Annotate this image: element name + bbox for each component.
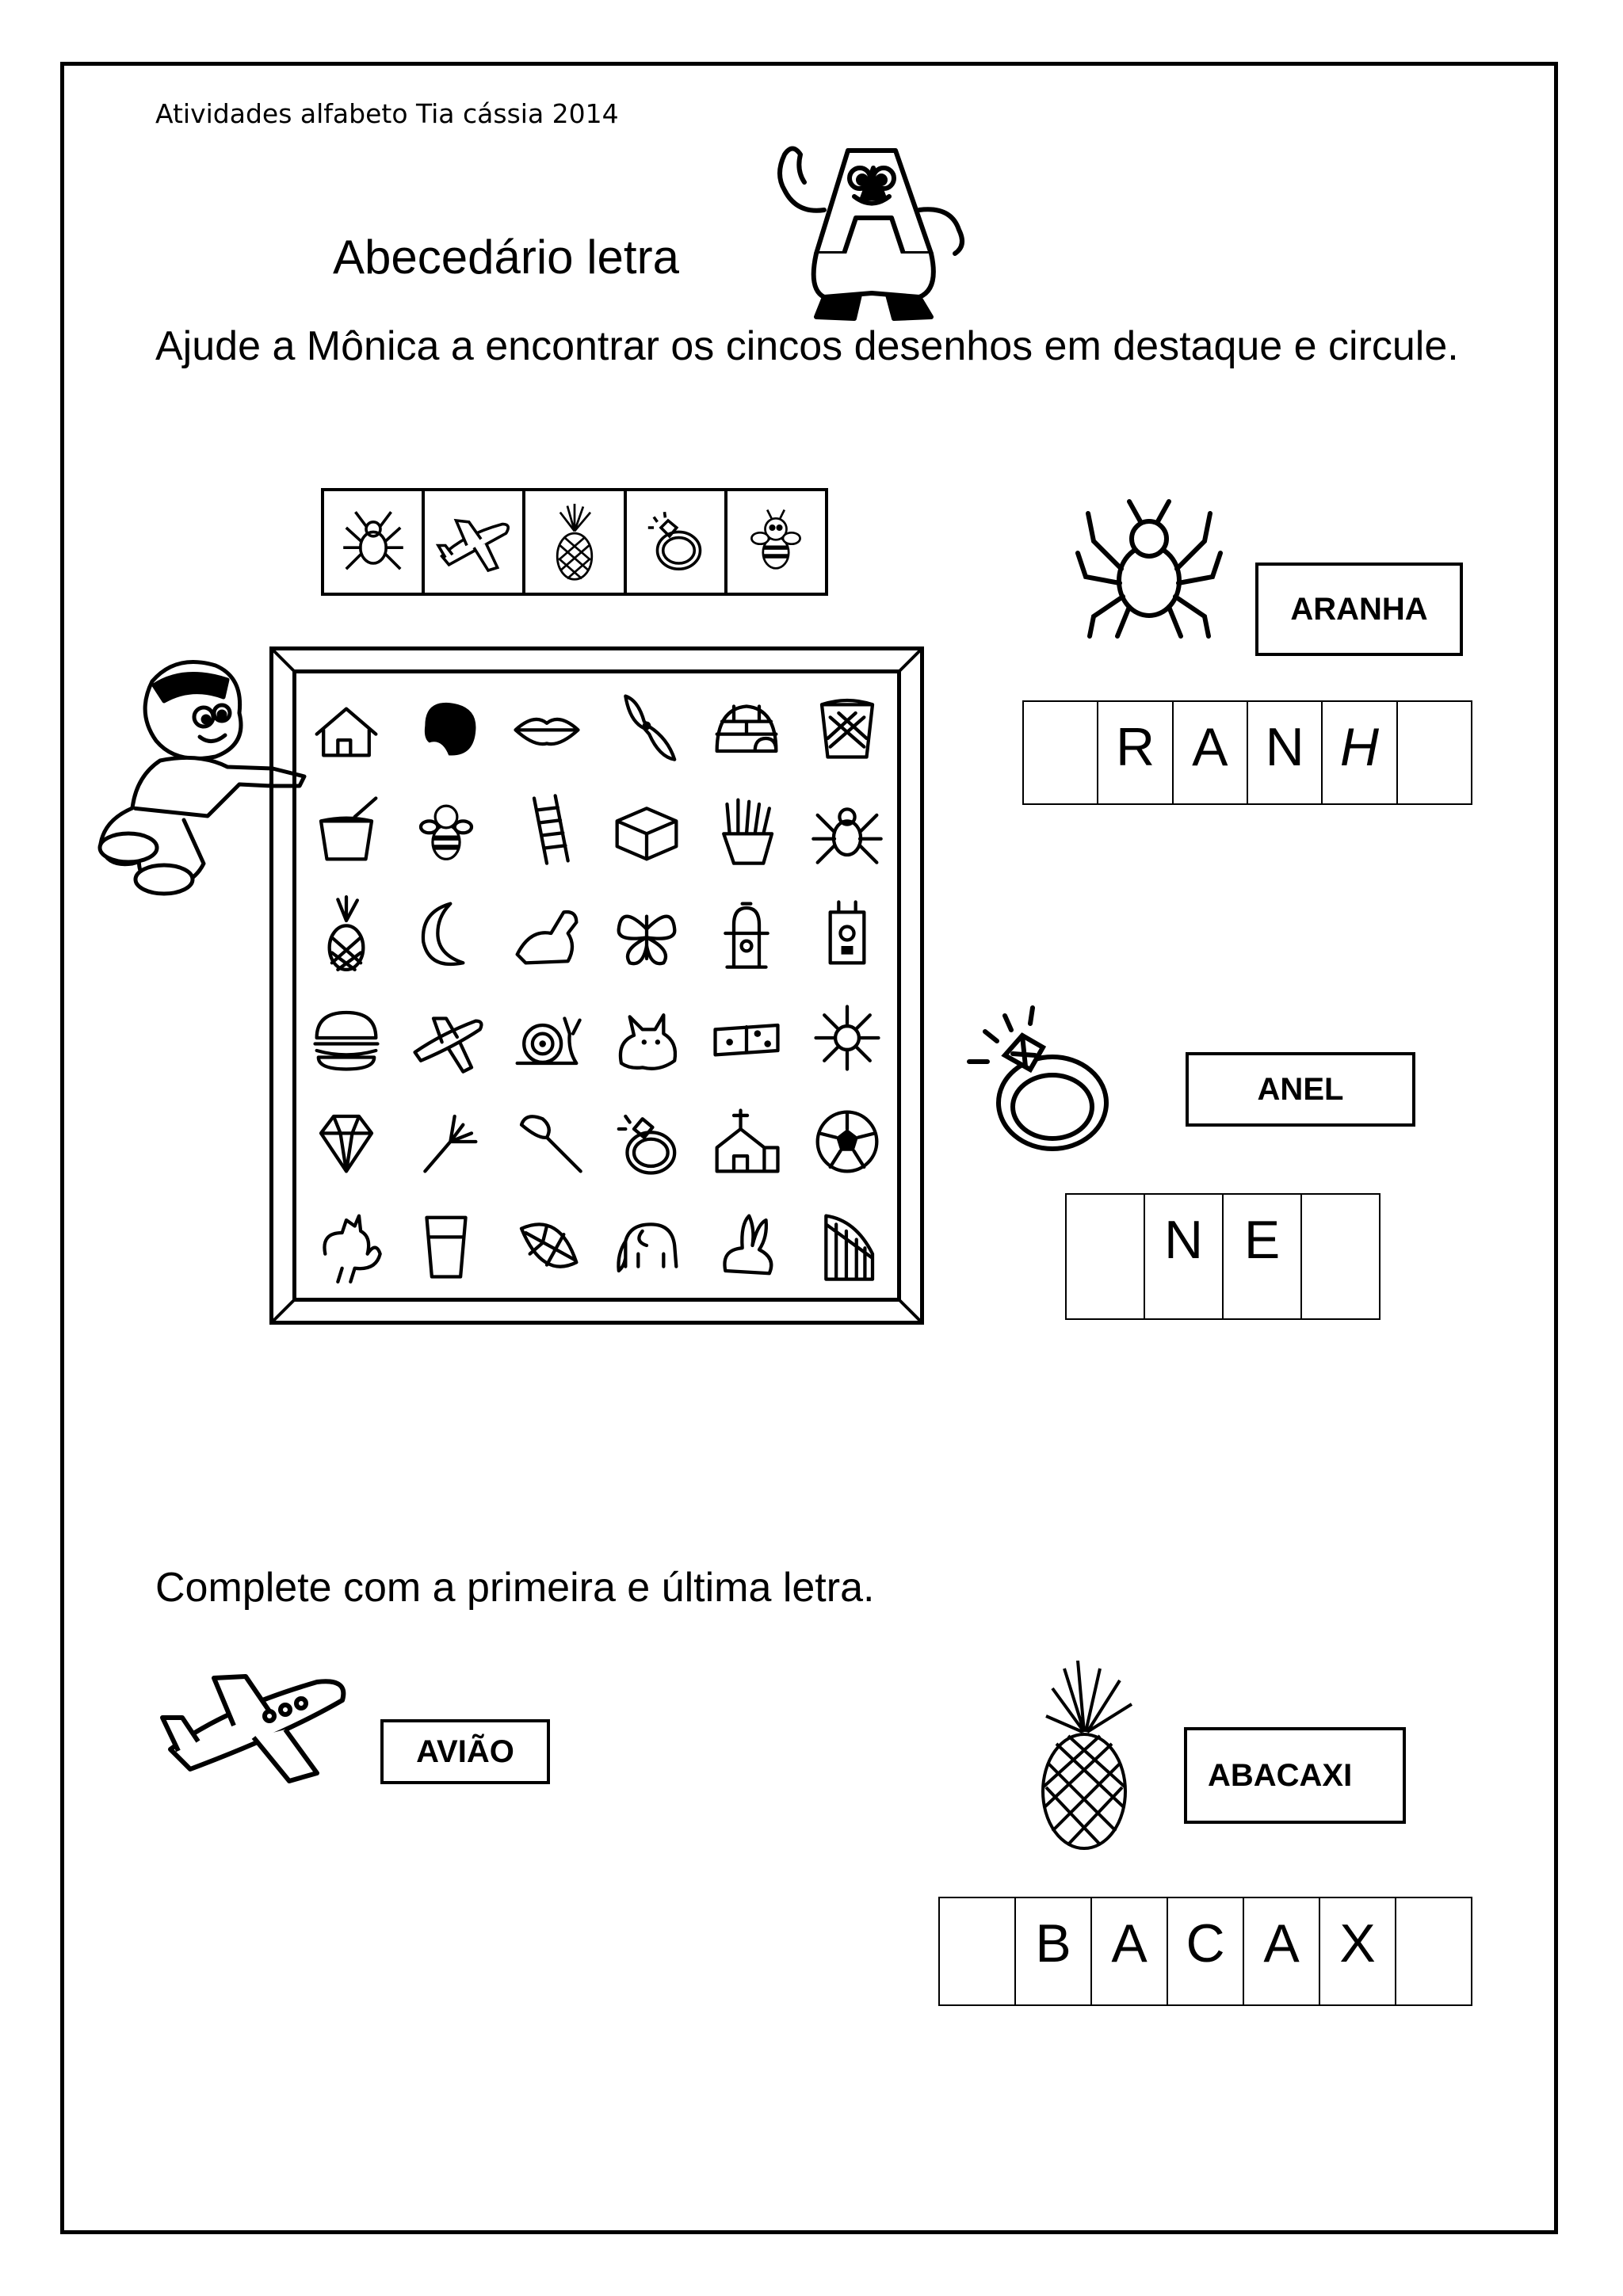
header-note: Atividades alfabeto Tia cássia 2014: [155, 98, 619, 129]
letter-box[interactable]: [1024, 702, 1098, 803]
strip-slot: [627, 491, 727, 593]
instruction-complete: Complete com a primeira e última letra.: [155, 1565, 875, 1611]
basket-icon: [809, 688, 885, 764]
grid-cell[interactable]: [396, 882, 496, 986]
grid-cell[interactable]: [296, 1194, 396, 1298]
letter-box: B: [1016, 1898, 1092, 2004]
yogurt-icon: [308, 791, 384, 868]
burger-icon: [308, 1000, 384, 1076]
grid-cell[interactable]: [597, 1089, 697, 1193]
letter-box: C: [1168, 1898, 1244, 2004]
ring-icon: [640, 506, 711, 578]
diamond-icon: [308, 1104, 384, 1180]
strip-slot: [425, 491, 525, 593]
strip-slot: [324, 491, 425, 593]
pineapple-icon: [308, 895, 384, 971]
rabbit-icon: [708, 1207, 785, 1283]
grid-cell[interactable]: [497, 882, 597, 986]
pineapple-icon: [543, 502, 606, 582]
snail-icon: [509, 1000, 585, 1076]
grid-cell[interactable]: [797, 1089, 897, 1193]
fries-icon: [708, 791, 785, 868]
letter-box[interactable]: [1302, 1195, 1379, 1318]
highlight-strip: [321, 488, 828, 596]
grid-cell[interactable]: [697, 1194, 796, 1298]
grid-cell[interactable]: [497, 1194, 597, 1298]
letter-box: A: [1174, 702, 1248, 803]
harp-icon: [809, 1207, 885, 1283]
word-label-abacaxi: ABACAXI: [1184, 1727, 1406, 1824]
house-icon: [308, 688, 384, 764]
word-label-aviao: AVIÃO: [380, 1719, 550, 1784]
grid-cell[interactable]: [697, 777, 796, 881]
grid-cell[interactable]: [296, 986, 396, 1089]
letter-box: X: [1320, 1898, 1396, 2004]
domino-icon: [708, 1000, 785, 1076]
grid-cell[interactable]: [797, 1194, 897, 1298]
sunflower-icon: [809, 1000, 885, 1076]
box-icon: [609, 791, 685, 868]
plug-icon: [809, 895, 885, 971]
spider-icon: [809, 791, 885, 868]
grid-cell[interactable]: [597, 882, 697, 986]
grid-cell[interactable]: [797, 882, 897, 986]
pineapple-icon: [1029, 1661, 1148, 1859]
letter-box: A: [1244, 1898, 1320, 2004]
grid-cell[interactable]: [597, 1194, 697, 1298]
letter-boxes-abacaxi: [938, 1897, 1472, 2006]
glass-icon: [408, 1207, 484, 1283]
grid-cell[interactable]: [697, 1089, 796, 1193]
letter-box: R: [1098, 702, 1173, 803]
butterfly-icon: [609, 895, 685, 971]
letter-box[interactable]: [1398, 702, 1471, 803]
grid-cell[interactable]: [296, 673, 396, 777]
grid-cell[interactable]: [597, 777, 697, 881]
grid-cell[interactable]: [797, 673, 897, 777]
bee-icon: [740, 506, 812, 578]
page-title: Abecedário letra: [333, 231, 679, 284]
grid-cell[interactable]: [697, 986, 796, 1089]
letter-boxes-aranha: [1022, 700, 1472, 805]
letter-boxes-anel: [1065, 1193, 1381, 1320]
letter-box: N: [1248, 702, 1323, 803]
grid-cell[interactable]: [497, 986, 597, 1089]
igloo-icon: [708, 688, 785, 764]
letter-box[interactable]: [1396, 1898, 1471, 2004]
word-label-anel: ANEL: [1186, 1052, 1415, 1127]
grid-cell[interactable]: [497, 777, 597, 881]
airplane-icon: [434, 506, 514, 578]
grid-cell[interactable]: [797, 986, 897, 1089]
moon-icon: [408, 895, 484, 971]
letter-a-mascot-icon: [761, 135, 991, 325]
grid-cell[interactable]: [597, 673, 697, 777]
cat-icon: [609, 1000, 685, 1076]
picture-grid-frame: [269, 646, 924, 1325]
ring-icon: [609, 1104, 685, 1180]
grid-cell[interactable]: [697, 882, 796, 986]
grid-cell[interactable]: [797, 777, 897, 881]
hydrant-icon: [708, 895, 785, 971]
grid-cell[interactable]: [296, 1089, 396, 1193]
grid-cell[interactable]: [396, 1194, 496, 1298]
propeller-icon: [609, 688, 685, 764]
airplane-icon: [408, 1000, 484, 1076]
grid-cell[interactable]: [497, 1089, 597, 1193]
grid-cell[interactable]: [296, 777, 396, 881]
grid-cell[interactable]: [296, 882, 396, 986]
letter-box[interactable]: [1067, 1195, 1145, 1318]
airplane-icon: [158, 1662, 357, 1789]
instruction-find: Ajude a Mônica a encontrar os cincos desenhos em destaque e circule.: [155, 323, 1459, 369]
grid-cell[interactable]: [396, 673, 496, 777]
letter-box: A: [1092, 1898, 1168, 2004]
ring-icon: [957, 1000, 1116, 1158]
letter-box: N: [1145, 1195, 1224, 1318]
bee-icon: [408, 791, 484, 868]
fork-icon: [408, 1104, 484, 1180]
grid-cell[interactable]: [396, 986, 496, 1089]
grid-cell[interactable]: [697, 673, 796, 777]
grid-cell[interactable]: [396, 777, 496, 881]
picture-grid: [292, 669, 901, 1302]
letter-box: H: [1323, 702, 1397, 803]
elephant-icon: [609, 1207, 685, 1283]
spider-icon: [1074, 498, 1224, 640]
ball-icon: [809, 1104, 885, 1180]
strip-slot: [727, 491, 825, 593]
leaf-icon: [509, 1207, 585, 1283]
spider-icon: [338, 506, 409, 578]
letter-box[interactable]: [940, 1898, 1016, 2004]
letter-box: E: [1224, 1195, 1302, 1318]
dinosaur-icon: [509, 895, 585, 971]
strip-slot: [525, 491, 626, 593]
church-icon: [708, 1104, 785, 1180]
grid-cell[interactable]: [497, 673, 597, 777]
ladder-icon: [509, 791, 585, 868]
grid-cell[interactable]: [597, 986, 697, 1089]
word-label-aranha: ARANHA: [1255, 563, 1463, 656]
brush-icon: [509, 1104, 585, 1180]
grid-cell[interactable]: [396, 1089, 496, 1193]
lips-icon: [509, 688, 585, 764]
bean-icon: [408, 688, 484, 764]
rooster-icon: [308, 1207, 384, 1283]
